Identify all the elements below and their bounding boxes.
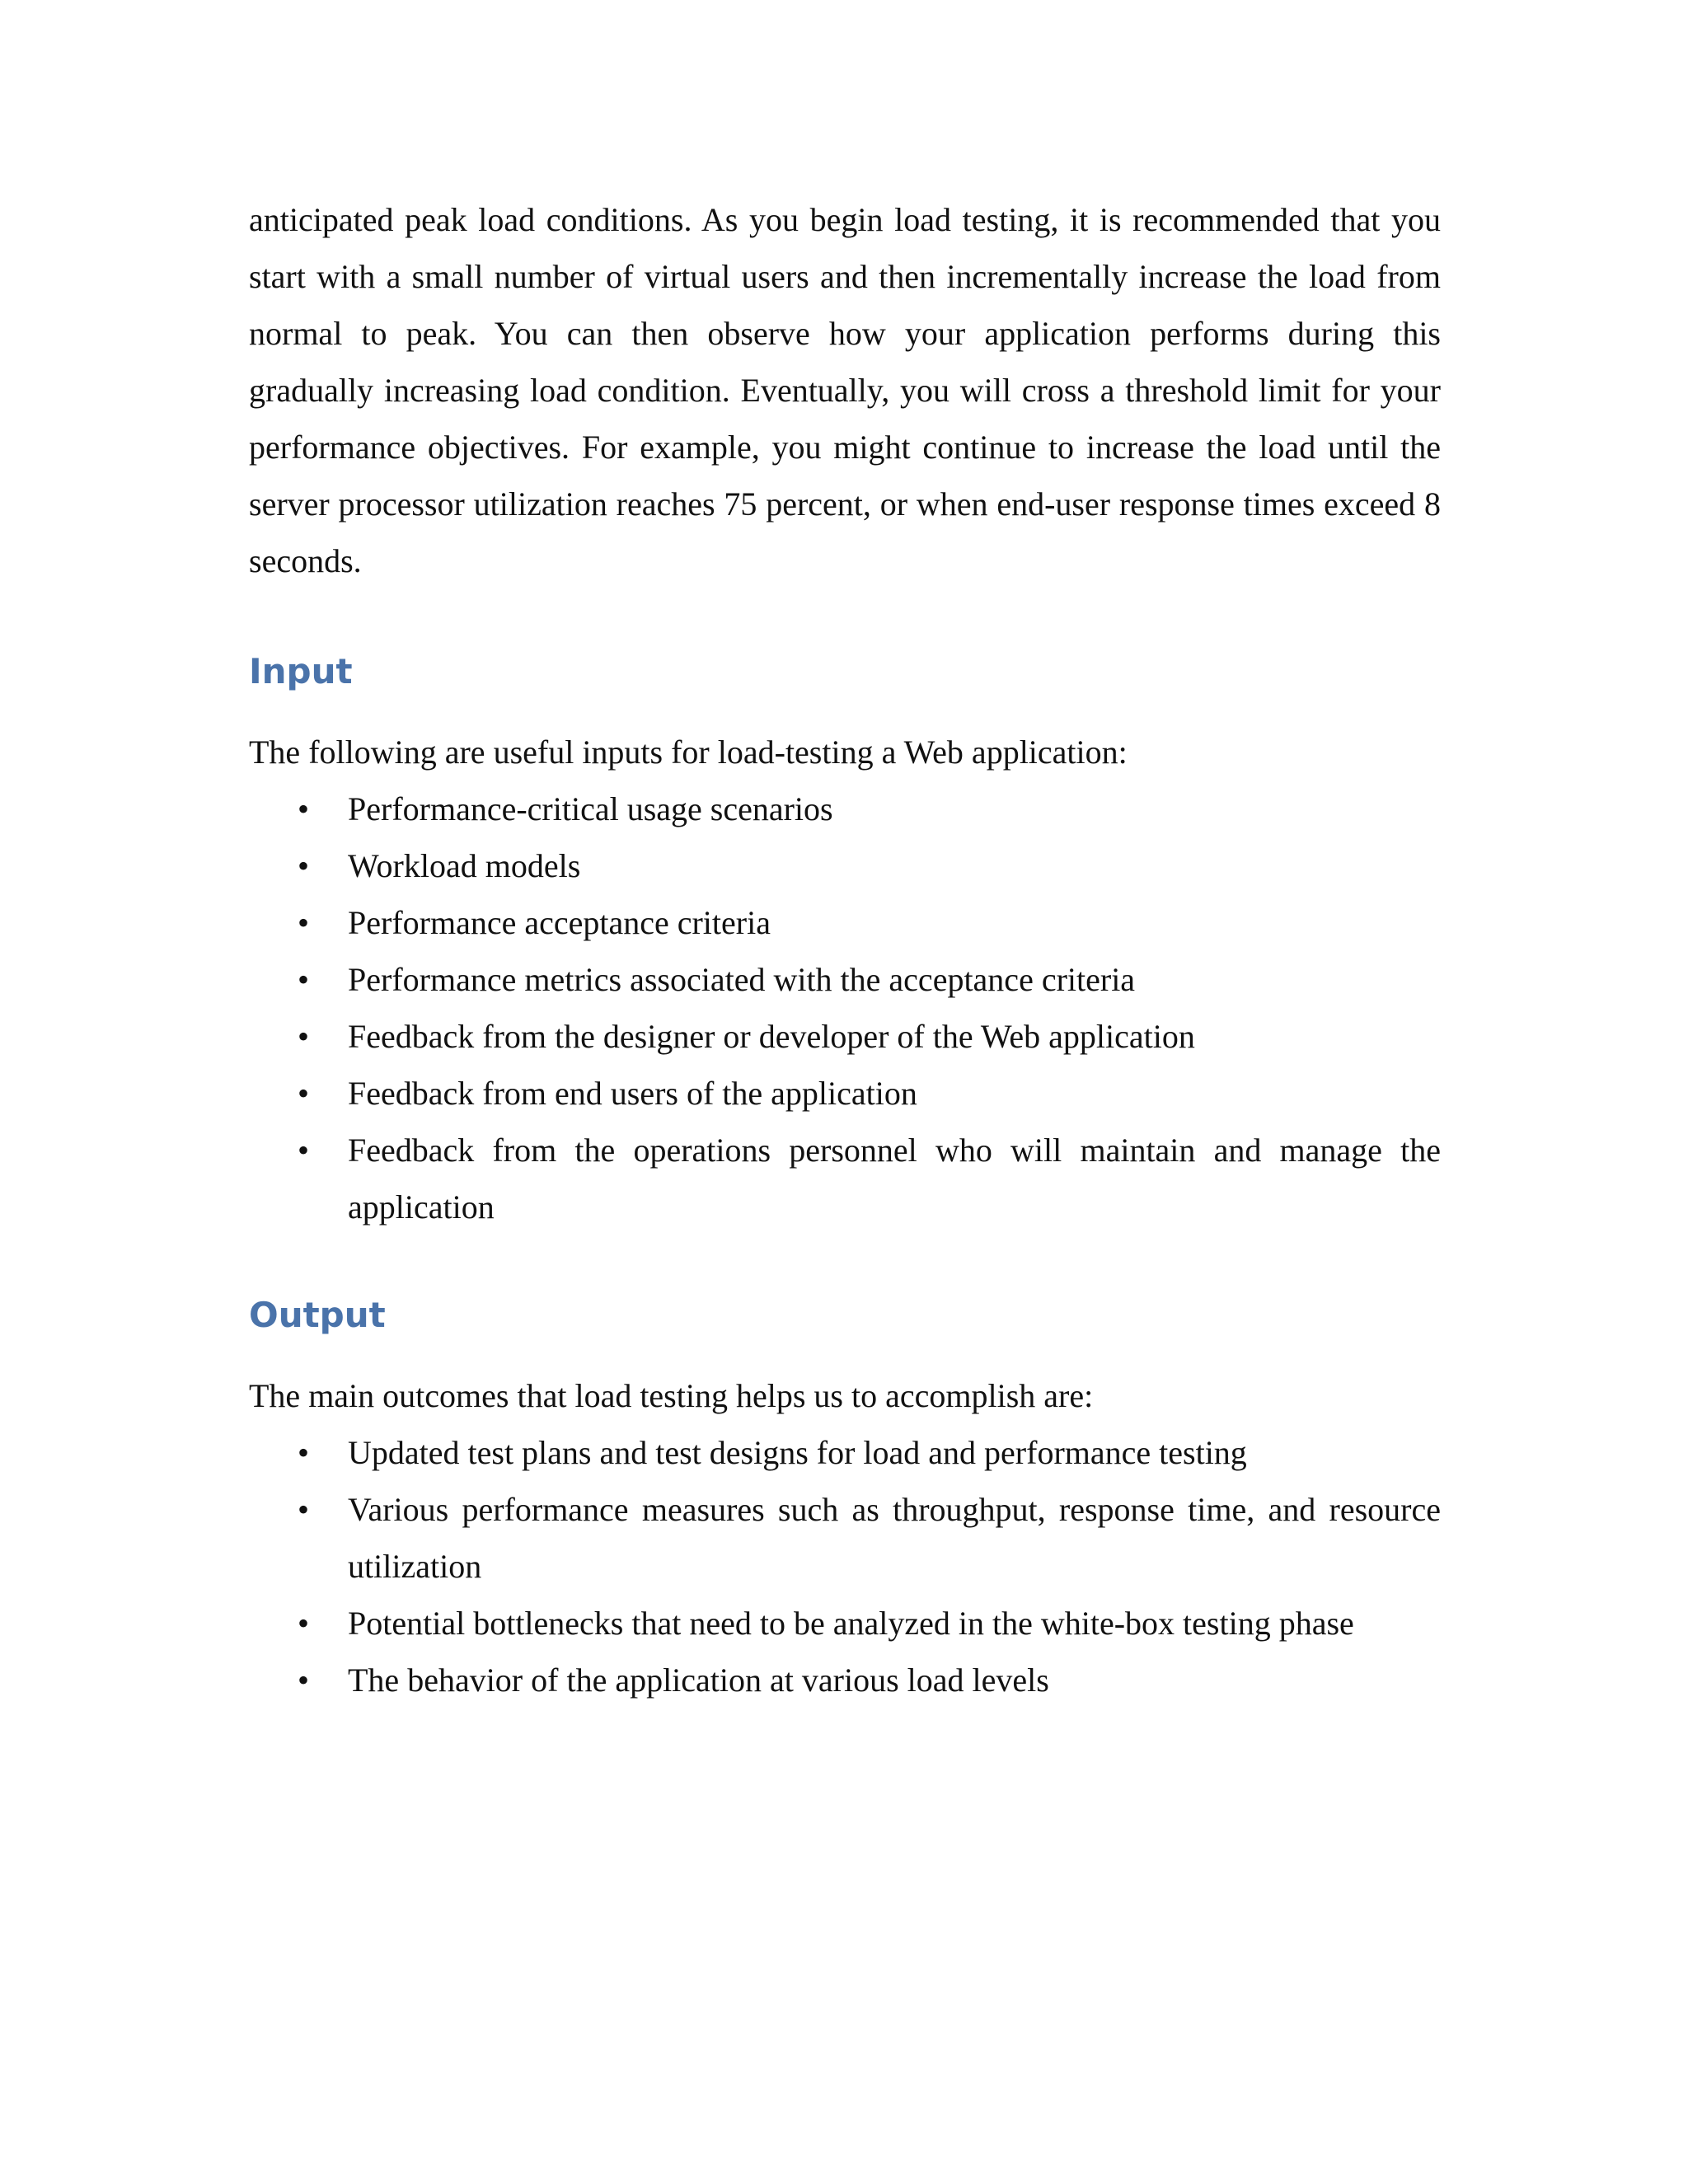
list-item-text: Workload models — [348, 847, 581, 884]
body-paragraph: anticipated peak load conditions. As you begin load testing, it is recommended that you start with a small number of virtual users and then incrementally increase the load from normal to peak. You can then observe how your application performs during this gradually increasing load condition. Eventually, you will cross a threshold limit for your performance objectives. For example, you might continue to increase the load until the server processor utilization reaches 75 percent, or when end-user response times exceed 8 seconds. — [249, 201, 1441, 579]
output-list — [249, 1424, 1441, 1708]
bullet-icon: • — [297, 1605, 309, 1642]
list-item-text: Various performance measures such as throughput, response time, and resource utilization — [348, 1491, 1441, 1585]
list-item — [249, 951, 1441, 1008]
list-item — [249, 1595, 1441, 1652]
list-item-text: Feedback from the designer or developer of the Web application — [348, 1018, 1195, 1055]
list-item-text: Performance acceptance criteria — [348, 904, 771, 941]
list-item — [249, 1652, 1441, 1708]
bullet-icon: • — [297, 1132, 309, 1169]
list-item-text: Feedback from the operations personnel who will maintain and manage the application — [348, 1132, 1441, 1226]
page-content — [249, 191, 1441, 1708]
list-item-text: Feedback from end users of the application — [348, 1075, 917, 1112]
output-intro: The main outcomes that load testing helps us to accomplish are: — [249, 1377, 1094, 1414]
bullet-icon: • — [297, 790, 309, 827]
list-item-text: Performance-critical usage scenarios — [348, 790, 833, 827]
bullet-icon: • — [297, 904, 309, 941]
list-item — [249, 837, 1441, 894]
input-list — [249, 780, 1441, 1235]
list-item — [249, 1481, 1441, 1595]
list-item — [249, 1122, 1441, 1235]
bullet-icon: • — [297, 847, 309, 884]
bullet-icon: • — [297, 1434, 309, 1471]
list-item — [249, 894, 1441, 951]
input-intro: The following are useful inputs for load-testing a Web application: — [249, 733, 1128, 771]
list-item — [249, 1424, 1441, 1481]
bullet-icon: • — [297, 1018, 309, 1055]
list-item — [249, 1065, 1441, 1122]
bullet-icon: • — [297, 961, 309, 998]
list-item-text: Potential bottlenecks that need to be analyzed in the white-box testing phase — [348, 1605, 1354, 1642]
bullet-icon: • — [297, 1075, 309, 1112]
bullet-icon: • — [297, 1491, 309, 1528]
list-item-text: Updated test plans and test designs for load and performance testing — [348, 1434, 1247, 1471]
input-heading: Input — [249, 651, 353, 691]
list-item — [249, 780, 1441, 837]
bullet-icon: • — [297, 1661, 309, 1699]
list-item-text: Performance metrics associated with the acceptance criteria — [348, 961, 1136, 998]
list-item — [249, 1008, 1441, 1065]
output-heading: Output — [249, 1295, 386, 1335]
list-item-text: The behavior of the application at various load levels — [348, 1661, 1049, 1699]
